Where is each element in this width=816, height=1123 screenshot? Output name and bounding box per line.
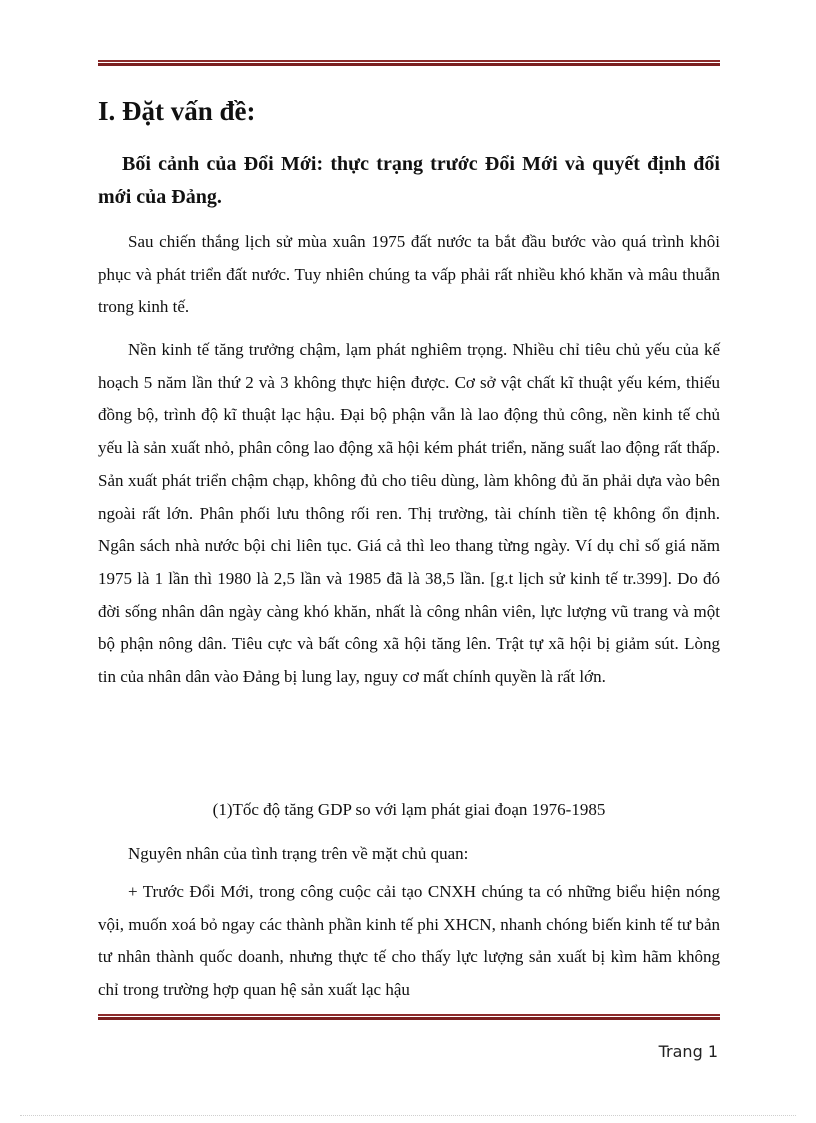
header-rule	[98, 60, 720, 66]
paragraph-economy: Nền kinh tế tăng trưởng chậm, lạm phát nghiêm trọng. Nhiều chỉ tiêu chủ yếu của kế hoạch 5 năm lần thứ 2 và 3 không thực hiện được. Cơ sở vật chất kĩ thuật yếu kém, thiếu đồng bộ, trình độ kĩ thuật lạc hậu. Đại bộ phận vẫn là lao động thủ công, nền kinh tế chủ yếu là sản xuất nhỏ, phân công lao động xã hội kém phát triển, năng suất lao động rất thấp. Sản xuất phát triển chậm chạp, không đủ cho tiêu dùng, làm không đủ ăn phải dựa vào bên ngoài rất lớn. Phân phối lưu thông rối ren. Thị trường, tài chính tiền tệ không ổn định. Ngân sách nhà nước bội chi liên tục. Giá cả thì leo thang từng ngày. Ví dụ chỉ số giá năm 1975 là 1 lần thì 1980 là 2,5 lần và 1985 đã là 38,5 lần. [g.t lịch sử kinh tế tr.399]. Do đó đời sống nhân dân ngày càng khó khăn, nhất là công nhân viên, lực lượng vũ trang và một bộ phận nông dân. Tiêu cực và bất công xã hội tăng lên. Trật tự xã hội bị giảm sút. Lòng tin của nhân dân vào Đảng bị lung lay, nguy cơ mất chính quyền là rất lớn.	[98, 340, 720, 687]
page-boundary	[20, 1115, 796, 1116]
page-number: Trang 1	[658, 1042, 718, 1061]
paragraph-cause-item: + Trước Đổi Mới, trong công cuộc cải tạo CNXH chúng ta có những biểu hiện nóng vội, muốn xoá bỏ ngay các thành phần kinh tế phi XHCN, nhanh chóng biến kinh tế tư bản tư nhân thành quốc doanh, nhưng thực tế cho thấy lực lượng sản xuất bị kìm hãm không chỉ trong trường hợp quan hệ sản xuất lạc hậu	[98, 882, 720, 1000]
paragraph-causes: Nguyên nhân của tình trạng trên về mặt chủ quan:	[128, 844, 469, 863]
paragraph-intro: Sau chiến thắng lịch sử mùa xuân 1975 đất nước ta bắt đầu bước vào quá trình khôi phục và phát triển đất nước. Tuy nhiên chúng ta vấp phải rất nhiều khó khăn và mâu thuẫn trong kinh tế.	[98, 232, 720, 317]
section-heading: I. Đặt vấn đề:	[98, 96, 256, 126]
figure-caption: (1)Tốc độ tăng GDP so với lạm phát giai đoạn 1976-1985	[212, 800, 606, 819]
footer-rule	[98, 1014, 720, 1020]
section-subheading: Bối cảnh của Đổi Mới: thực trạng trước Đổi Mới và quyết định đổi mới của Đảng.	[98, 153, 720, 208]
